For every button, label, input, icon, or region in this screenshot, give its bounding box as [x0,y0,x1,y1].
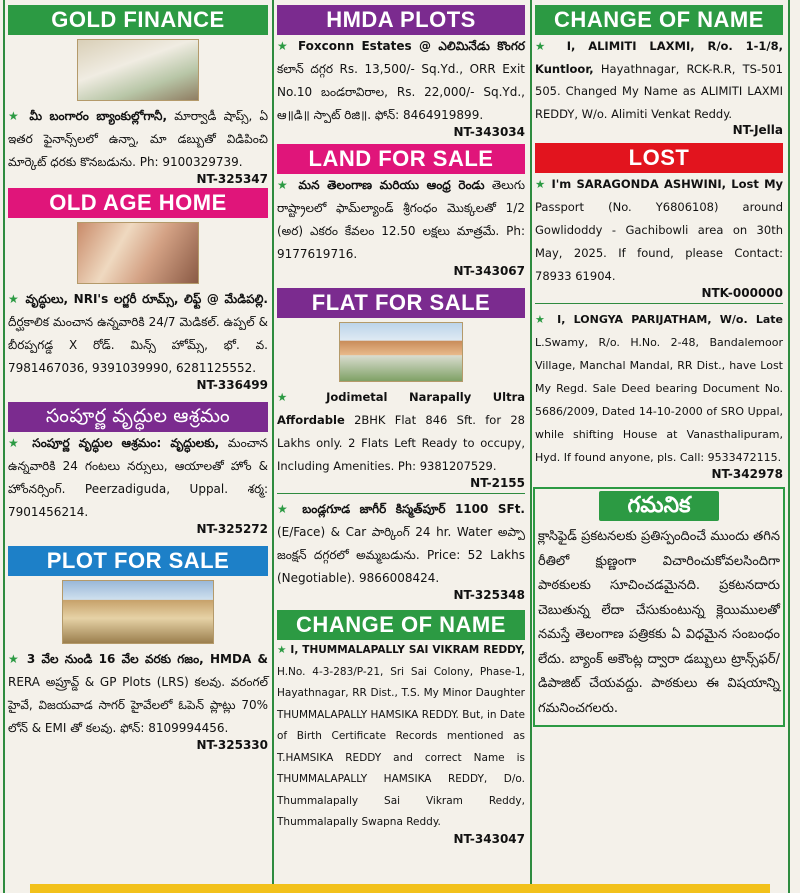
ad-header: PLOT FOR SALE [8,546,268,576]
ad-code: NT-325348 [453,588,525,602]
star-icon: ★ [277,178,292,192]
ad-code: NT-Jella [732,123,783,137]
ad-code: NT-343067 [453,264,525,278]
column-divider [530,0,532,893]
divider [277,493,525,494]
ad-header: OLD AGE HOME [8,188,268,218]
ad-lead: Foxconn Estates @ ఎలిమినేడు కొంగర [297,39,525,53]
star-icon: ★ [8,292,21,306]
ad-body: Passport (No. Y6806108) around Gowlidoddy - Gachibowli area on 30th May, 2025. If found, please Contact: 78933 61904. [535,200,783,283]
ad-body: Hayathnagar, RCK-R.R, TS-501 505. Changed My Name as ALIMITI LAXMI REDDY, W/o. Alimiti Venkat Reddy. [535,61,783,121]
ad-lead: 3 వేల నుండి 16 వేల వరకు గజం, HMDA & [26,652,268,666]
ad-body: దీర్ఘకాలిక మంచాన ఉన్నవారికి 24/7 మెడికల్. ఉప్పల్ & బీరప్పగడ్డ X రోడ్. మిన్స్ హోమ్స్, భో. వ. 7981467036, 9391039990, 6281125552. [8,315,268,375]
column-2 [275,0,527,846]
ad-body: (E/Face) & Car పార్కింగ్ 24 hr. Water అప్పా జంక్షన్ దగ్గరలో అమ్మబడును. Price: 52 Lakhs (Negotiable). 9866008424. [277,525,525,585]
apartment-building-photo [339,322,463,382]
ad-change-of-name-1 [533,0,785,137]
ad-header: సంపూర్ణ వృద్ధుల ఆశ్రమం [8,402,268,432]
notice-body: క్లాసిఫైడ్ ప్రకటనలకు ప్రతిస్పందించే ముందు తగిన రీతిలో క్షుణ్ణంగా విచారించుకోవలసిందిగా పాఠకులకు సూచించడమైనది. ప్రకటనదారు చెబుతున్న లేదా చేసుకుంటున్న క్లెయిములతో నమస్తే తెలంగాణ పత్రికకు ఏ విధమైన సంబంధం లేదు. బ్యాంక్ అకౌంట్ల ద్వారా డబ్బులు ట్రాన్స్‌ఫర్/డిపాజిట్ చేయవద్దు. పాఠకులు ఈ విషయాన్ని గమనించగలరు. [538,529,780,716]
star-icon: ★ [8,436,24,450]
ad-lead: Jodimetal Narapally Ultra Affordable [277,390,526,427]
ad-header: CHANGE OF NAME [535,5,783,35]
star-icon: ★ [8,652,21,666]
column-divider [788,0,790,893]
ad-lead: బండ్లగూడ జాగీర్ కిస్మత్‌పూర్ 1100 SFt. [302,502,525,516]
star-icon: ★ [277,644,287,656]
column-divider [3,0,5,893]
ad-gold-finance [6,0,270,186]
ad-old-age-home [6,186,270,392]
ad-body: మంచాన ఉన్నవారికి 24 గంటలు నర్సులు, ఆయాలతో హోం & హోంనర్సింగ్. Peerzadiguda, Uppal. శర్మ: 7901456214. [8,436,268,519]
ad-lead: వృద్ధులు, NRI's లగ్జరీ రూమ్స్, లిఫ్ట్ @ మేడిపల్లి. [25,292,268,306]
ad-land-for-sale [275,142,527,278]
star-icon: ★ [535,313,550,326]
column-1 [6,0,270,752]
gold-finance-photo [77,39,199,101]
old-age-home-photo [77,222,199,284]
ad-code: NT-342978 [711,467,783,481]
ad-header: HMDA PLOTS [277,5,525,35]
ad-lead: I, ALIMITI LAXMI, R/o. 1-1/8, Kuntloor, [535,39,783,76]
bottom-banner-strip [30,884,770,893]
ad-code: NT-2155 [470,476,525,490]
ad-plot-for-sale [6,544,270,752]
ad-header: FLAT FOR SALE [277,288,525,318]
ad-sampoorna-ashramam [6,400,270,536]
ad-code: NT-343034 [453,125,525,139]
ad-body: తెలుగు రాష్ట్రాలలో ఫామ్‌ల్యాండ్ శ్రీగంధం మొక్కలతో 1/2 (అర) ఎకరం కేవలం 12.50 లక్షలు మాత్రమే. Ph: 9177619716. [277,178,525,261]
star-icon: ★ [535,177,547,191]
star-icon: ★ [277,39,291,53]
ad-code: NT-325272 [196,522,268,536]
star-icon: ★ [8,109,23,123]
ad-body: మార్వాడీ షాప్స్, ఏ ఇతర ఫైనాన్స్‌లలో ఉన్నా, మా డబ్బుతో విడిపించి మార్కెట్ ధరకు కొనబడును. Ph: 9100329739. [8,109,268,169]
ad-body: RERA అప్రూవ్డ్ & GP Plots (LRS) కలవు. వరంగల్ హైవే, విజయవాడ సాగర్ హైవేలలో ఓపెన్ ప్లాట్లు 70% లోన్ & EMI తో కలవు. ఫోన్: 8109994456. [8,675,268,735]
ad-flat-for-sale [275,286,527,602]
ad-header: CHANGE OF NAME [277,610,525,640]
ad-header: LAND FOR SALE [277,144,525,174]
ad-lead: I, LONGYA PARIJATHAM, W/o. Late [557,313,783,326]
ad-code: NT-343047 [453,831,525,846]
star-icon: ★ [535,39,555,53]
ad-code: NT-325330 [196,738,268,752]
divider [535,303,783,304]
ad-lost-passport [533,141,785,481]
ad-lead: సంపూర్ణ వృద్ధుల ఆశ్రమం: వృద్ధులకు, [32,436,220,450]
ad-code: NT-325347 [196,172,268,186]
star-icon: ★ [277,502,294,516]
plot-layout-photo [62,580,214,644]
ad-body: కలాన్ దగ్గర Rs. 13,500/- Sq.Yd., ORR Exit No.10 బండరావిరాల, Rs. 22,000/- Sq.Yd., ఆ॥డి॥ స్పాట్ రిజి॥. ఫోన్: 8464919899. [277,62,525,122]
ad-change-of-name-2 [275,608,527,846]
ad-hmda-plots [275,0,527,139]
notice-box [533,487,785,727]
ad-body: 2BHK Flat 846 Sft. for 28 Lakhs only. 2 Flats Left Ready to occupy, Including Amenities. Ph: 9381207529. [277,413,525,473]
ad-body: H.No. 4-3-283/P-21, Sri Sai Colony, Phase-1, Hayathnagar, RR Dist., T.S. My Minor Daughter THUMMALAPALLY HAMSIKA REDDY. But, in Date of Birth Certificate Records mentioned as T.HAMSIKA REDDY and correct Name is THUMMALAPALLY HAMSIKA REDDY, D/o. Thummalapally Sai Vikram Reddy, Thummalapally Swapna Reddy. [277,665,525,828]
ad-lead: I, THUMMALAPALLY SAI VIKRAM REDDY, [290,644,525,656]
ad-header: LOST [535,143,783,173]
ad-header: GOLD FINANCE [8,5,268,35]
ad-body: L.Swamy, R/o. H.No. 2-48, Bandalemoor Village, Manchal Mandal, RR Dist., have Lost My Regd. Sale Deed bearing Document No. 5686/2009, Dated 14-10-2000 of SRO Uppal, while shifting House at Vanasthalipuram, Hyd. If found anyone, pls. Call: 9533472115. [535,336,783,464]
ad-lead: మన తెలంగాణ మరియు ఆంధ్ర రెండు [298,178,485,192]
ad-lead: I'm SARAGONDA ASHWINI, Lost My [551,177,784,191]
star-icon: ★ [277,390,305,404]
ad-code: NT-336499 [196,378,268,392]
notice-header: గమనిక [599,491,719,521]
column-3 [533,0,785,727]
ad-lead: మీ బంగారం బ్యాంకుల్లోగానీ, [29,109,168,123]
ad-code: NTK-000000 [701,286,783,300]
column-divider [272,0,274,893]
